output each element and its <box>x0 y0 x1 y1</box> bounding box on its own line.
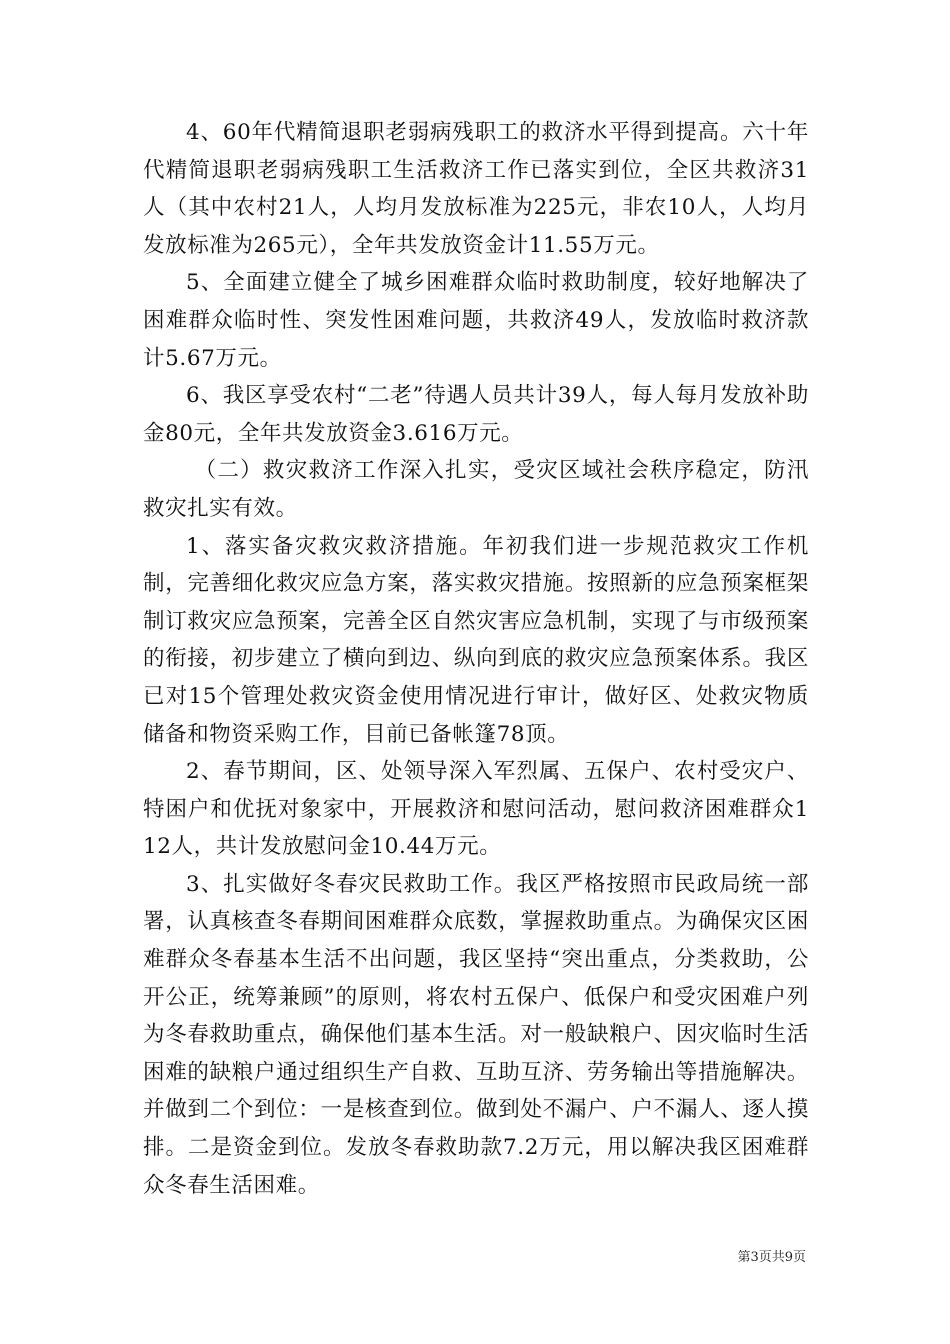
paragraph-item-6: 6、我区享受农村“二老”待遇人员共计39人，每人每月发放补助金80元，全年共发放资金3.616万元。 <box>143 383 809 446</box>
page-number: 第3页共9页 <box>737 1250 806 1265</box>
paragraph-item-3: 3、扎实做好冬春灾民救助工作。我区严格按照市民政局统一部署，认真核查冬春期间困难群众底数，掌握救助重点。为确保灾区困难群众冬春基本生活不出问题，我区坚持“突出重点，分类救助，公开公正，统筹兼顾”的原则，将农村五保户、低保户和受灾困难户列为冬春救助重点，确保他们基本生活。对一般缺粮户、因灾临时生活困难的缺粮户通过组织生产自救、互助互济、劳务输出等措施解决。并做到二个到位：一是核查到位。做到处不漏户、户不漏人、逐人摸排。二是资金到位。发放冬春救助款7.2万元，用以解决我区困难群众冬春生活困难。 <box>143 871 809 1198</box>
paragraph-item-1: 1、落实备灾救灾救济措施。年初我们进一步规范救灾工作机制，完善细化救灾应急方案，落实救灾措施。按照新的应急预案框架制订救灾应急预案，完善全区自然灾害应急机制，实现了与市级预案的衔接，初步建立了横向到边、纵向到底的救灾应急预案体系。我区已对15个管理处救灾资金使用情况进行审计，做好区、处救灾物质储备和物资采购工作，目前已备帐篷78顶。 <box>143 533 809 747</box>
paragraph-item-2: 2、春节期间，区、处领导深入军烈属、五保户、农村受灾户、特困户和优抚对象家中，开展救济和慰问活动，慰问救济困难群众112人，共计发放慰问金10.44万元。 <box>143 759 809 860</box>
paragraph-item-4: 4、60年代精简退职老弱病残职工的救济水平得到提高。六十年代精简退职老弱病残职工生活救济工作已落实到位，全区共救济31人（其中农村21人，人均月发放标准为225元，非农10人，人均月发放标准为265元），全年共发放资金计11.55万元。 <box>143 120 809 258</box>
section-heading-2: （二）救灾救济工作深入扎实，受灾区域社会秩序稳定，防汛救灾扎实有效。 <box>143 458 809 521</box>
document-body <box>143 114 809 1204</box>
paragraph-item-5: 5、全面建立健全了城乡困难群众临时救助制度，较好地解决了困难群众临时性、突发性困难问题，共救济49人，发放临时救济款计5.67万元。 <box>143 270 809 371</box>
